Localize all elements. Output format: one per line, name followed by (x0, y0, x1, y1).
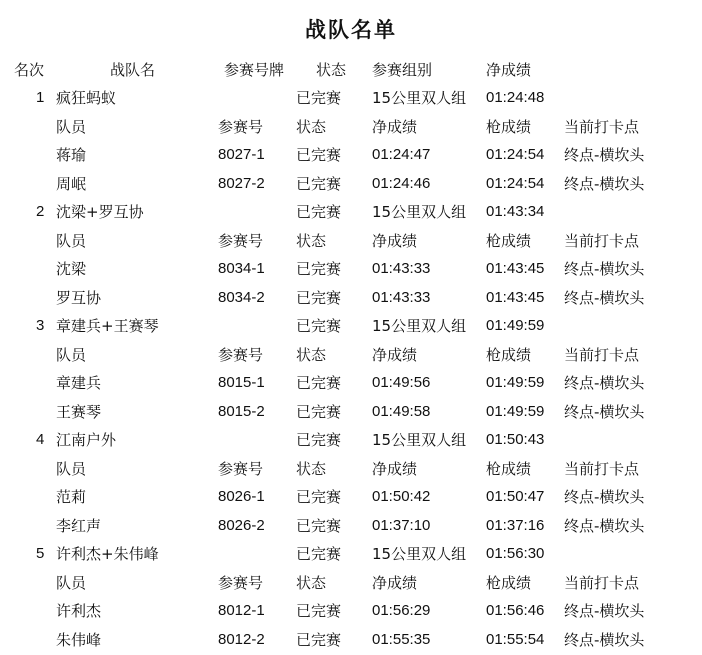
team-rank: 1 (36, 89, 45, 106)
member-header-checkpoint: 当前打卡点 (564, 117, 640, 136)
column-header-row (0, 58, 702, 82)
member-name: 范莉 (56, 488, 87, 506)
member-header-checkpoint: 当前打卡点 (564, 459, 640, 478)
member-bib: 8015-2 (218, 402, 265, 420)
header-team-name: 战队名 (110, 61, 156, 79)
member-header-member: 队员 (56, 573, 87, 592)
team-group: 15公里双人组 (372, 431, 467, 449)
member-net-time: 01:49:56 (372, 374, 431, 391)
member-status: 已完赛 (296, 374, 342, 392)
team-group: 15公里双人组 (372, 203, 467, 221)
team-name: 章建兵+王赛琴 (56, 317, 159, 335)
member-name: 蒋瑜 (56, 146, 87, 164)
team-name: 江南户外 (56, 431, 117, 449)
member-gun-time: 01:24:54 (486, 174, 545, 192)
member-header-member: 队员 (56, 459, 87, 478)
member-gun-time: 01:43:45 (486, 260, 545, 277)
member-checkpoint: 终点-横坎头 (564, 260, 645, 278)
member-bib: 8012-1 (218, 602, 265, 619)
member-checkpoint: 终点-横坎头 (564, 174, 645, 193)
member-header-checkpoint: 当前打卡点 (564, 345, 640, 364)
member-name: 周岷 (56, 174, 87, 193)
member-row (0, 170, 702, 199)
member-header-bib: 参赛号 (218, 573, 264, 592)
member-header-bib: 参赛号 (218, 345, 264, 364)
member-net-time: 01:37:10 (372, 516, 431, 534)
member-header-net: 净成绩 (372, 573, 418, 592)
member-net-time: 01:56:29 (372, 602, 431, 619)
member-header-status: 状态 (296, 573, 327, 592)
member-row (0, 626, 702, 655)
team-group: 15公里双人组 (372, 545, 467, 563)
member-header-row (0, 227, 702, 256)
team-status: 已完赛 (296, 545, 342, 563)
team-rank: 4 (36, 431, 45, 448)
member-header-net: 净成绩 (372, 345, 418, 364)
member-header-bib: 参赛号 (218, 117, 264, 136)
header-status: 状态 (316, 61, 347, 79)
member-net-time: 01:43:33 (372, 260, 431, 277)
member-gun-time: 01:37:16 (486, 516, 545, 534)
team-status: 已完赛 (296, 203, 342, 221)
member-gun-time: 01:24:54 (486, 146, 545, 163)
team-roster-list (0, 84, 702, 654)
member-header-status: 状态 (296, 345, 327, 364)
member-header-status: 状态 (296, 231, 327, 250)
member-status: 已完赛 (296, 146, 342, 164)
team-row (0, 426, 702, 455)
member-checkpoint: 终点-横坎头 (564, 374, 645, 392)
member-net-time: 01:43:33 (372, 288, 431, 306)
member-gun-time: 01:43:45 (486, 288, 545, 306)
team-rank: 3 (36, 317, 45, 334)
team-net-time: 01:43:34 (486, 203, 545, 220)
document-title: 战队名单 (305, 18, 397, 42)
member-header-row (0, 455, 702, 484)
team-net-time: 01:56:30 (486, 545, 545, 562)
team-name: 沈梁+罗互协 (56, 203, 144, 221)
team-net-time: 01:24:48 (486, 89, 545, 106)
member-status: 已完赛 (296, 602, 342, 620)
member-header-net: 净成绩 (372, 117, 418, 136)
team-net-time: 01:49:59 (486, 317, 545, 334)
member-bib: 8012-2 (218, 630, 265, 648)
member-name: 朱伟峰 (56, 630, 102, 649)
member-bib: 8034-2 (218, 288, 265, 306)
member-gun-time: 01:50:47 (486, 488, 545, 505)
member-status: 已完赛 (296, 488, 342, 506)
member-checkpoint: 终点-横坎头 (564, 288, 645, 307)
member-header-status: 状态 (296, 117, 327, 136)
member-row (0, 255, 702, 284)
team-group: 15公里双人组 (372, 317, 467, 335)
member-row (0, 141, 702, 170)
member-bib: 8034-1 (218, 260, 265, 277)
member-name: 沈梁 (56, 260, 87, 278)
member-net-time: 01:50:42 (372, 488, 431, 505)
member-bib: 8015-1 (218, 374, 265, 391)
team-name: 疯狂蚂蚁 (56, 89, 117, 107)
team-status: 已完赛 (296, 89, 342, 107)
member-header-member: 队员 (56, 345, 87, 364)
member-gun-time: 01:56:46 (486, 602, 545, 619)
team-net-time: 01:50:43 (486, 431, 545, 448)
member-header-status: 状态 (296, 459, 327, 478)
member-header-member: 队员 (56, 231, 87, 250)
member-header-member: 队员 (56, 117, 87, 136)
member-name: 罗互协 (56, 288, 102, 307)
header-bib: 参赛号牌 (224, 61, 285, 79)
member-status: 已完赛 (296, 174, 342, 193)
member-bib: 8026-2 (218, 516, 265, 534)
member-row (0, 284, 702, 313)
member-header-gun: 枪成绩 (486, 117, 532, 136)
member-checkpoint: 终点-横坎头 (564, 402, 645, 421)
header-rank: 名次 (14, 61, 45, 79)
member-status: 已完赛 (296, 402, 342, 421)
member-row (0, 398, 702, 427)
member-name: 李红声 (56, 516, 102, 535)
member-header-gun: 枪成绩 (486, 231, 532, 250)
member-row (0, 512, 702, 541)
member-status: 已完赛 (296, 630, 342, 649)
member-row (0, 597, 702, 626)
member-header-row (0, 341, 702, 370)
team-row (0, 84, 702, 113)
member-header-row (0, 569, 702, 598)
member-row (0, 483, 702, 512)
header-group: 参赛组别 (372, 61, 433, 79)
member-header-net: 净成绩 (372, 231, 418, 250)
member-header-bib: 参赛号 (218, 231, 264, 250)
team-status: 已完赛 (296, 317, 342, 335)
member-name: 章建兵 (56, 374, 102, 392)
member-net-time: 01:24:47 (372, 146, 431, 163)
member-bib: 8027-2 (218, 174, 265, 192)
member-gun-time: 01:49:59 (486, 402, 545, 420)
member-checkpoint: 终点-横坎头 (564, 516, 645, 535)
team-row (0, 312, 702, 341)
member-checkpoint: 终点-横坎头 (564, 602, 645, 620)
member-net-time: 01:24:46 (372, 174, 431, 192)
member-net-time: 01:49:58 (372, 402, 431, 420)
member-header-gun: 枪成绩 (486, 345, 532, 364)
team-name: 许利杰+朱伟峰 (56, 545, 159, 563)
team-rank: 2 (36, 203, 45, 220)
team-group: 15公里双人组 (372, 89, 467, 107)
member-name: 王赛琴 (56, 402, 102, 421)
member-bib: 8026-1 (218, 488, 265, 505)
team-status: 已完赛 (296, 431, 342, 449)
member-checkpoint: 终点-横坎头 (564, 630, 645, 649)
member-bib: 8027-1 (218, 146, 265, 163)
team-row (0, 540, 702, 569)
member-header-net: 净成绩 (372, 459, 418, 478)
member-status: 已完赛 (296, 516, 342, 535)
member-checkpoint: 终点-横坎头 (564, 488, 645, 506)
member-header-row (0, 113, 702, 142)
member-name: 许利杰 (56, 602, 102, 620)
member-checkpoint: 终点-横坎头 (564, 146, 645, 164)
member-header-bib: 参赛号 (218, 459, 264, 478)
member-net-time: 01:55:35 (372, 630, 431, 648)
member-gun-time: 01:55:54 (486, 630, 545, 648)
member-status: 已完赛 (296, 288, 342, 307)
member-gun-time: 01:49:59 (486, 374, 545, 391)
header-net-time: 净成绩 (486, 61, 532, 79)
member-header-checkpoint: 当前打卡点 (564, 573, 640, 592)
team-row (0, 198, 702, 227)
member-row (0, 369, 702, 398)
team-rank: 5 (36, 545, 45, 562)
member-header-gun: 枪成绩 (486, 459, 532, 478)
member-status: 已完赛 (296, 260, 342, 278)
member-header-gun: 枪成绩 (486, 573, 532, 592)
member-header-checkpoint: 当前打卡点 (564, 231, 640, 250)
